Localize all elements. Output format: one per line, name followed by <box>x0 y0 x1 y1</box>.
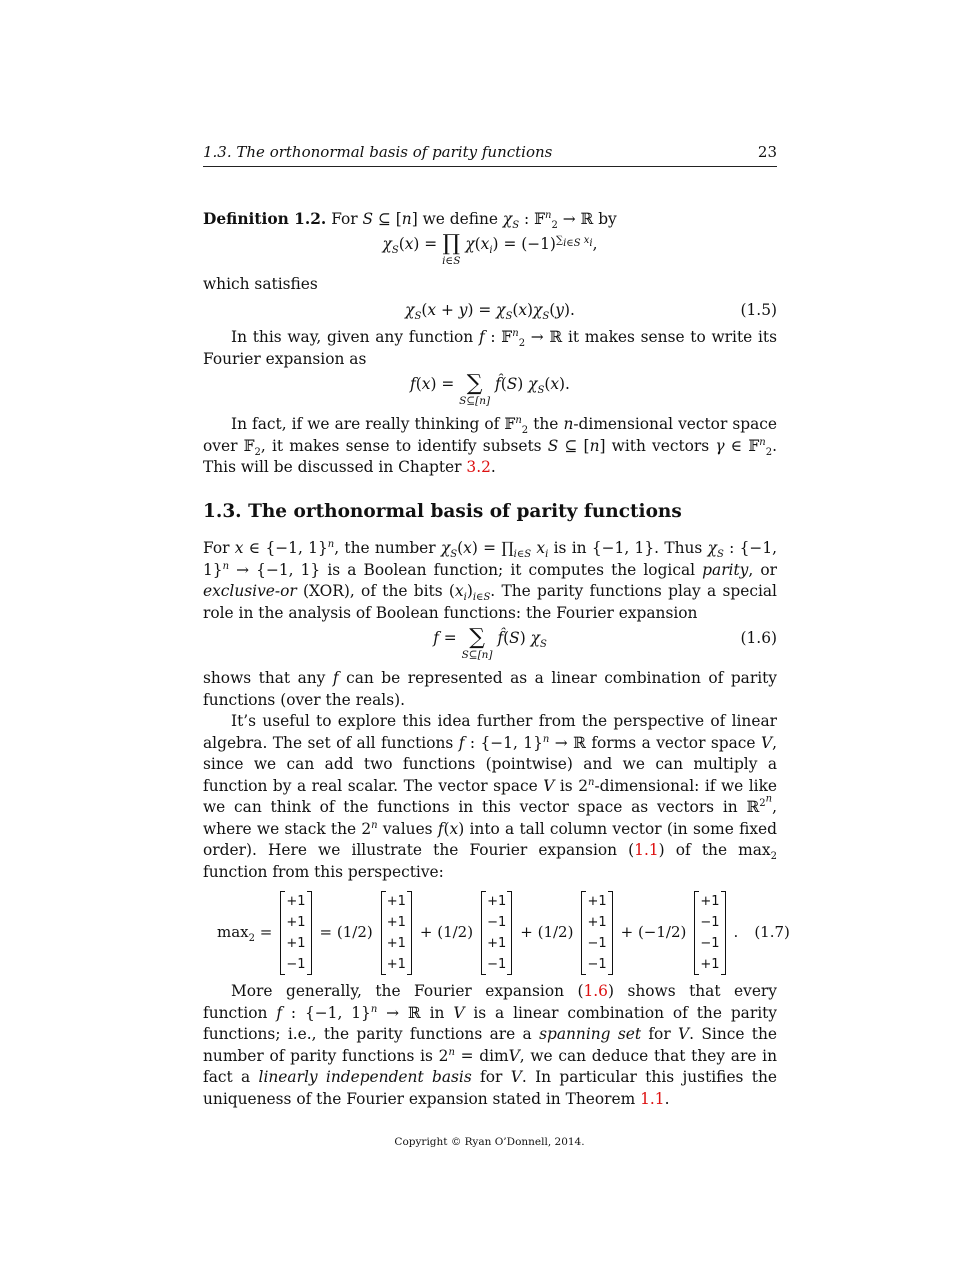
coef-3: + (1/2) <box>520 923 574 942</box>
parity-vector-4: +1 −1 −1 +1 <box>694 891 725 975</box>
paragraph-vector-space: In fact, if we are really thinking of 𝔽$^n_2$ the n-dimensional vector space over 𝔽$_2$, it makes sense to identify subsets S ⊆ [n] with vectors γ ∈ 𝔽$^n_2$. This will be discussed in Chapter 3.2. <box>203 414 777 476</box>
definition-intro: For S ⊆ [n] we define $\chi_S$ : 𝔽$^n_2$ → ℝ by <box>331 209 617 231</box>
paragraph-fourier-intro: In this way, given any function f : 𝔽$^n_2$ → ℝ it makes sense to write its Fourier expansion as <box>203 327 777 368</box>
paragraph-linear-combination: shows that any f can be represented as a linear combination of parity functions (over the reals). <box>203 669 777 709</box>
chapter-link[interactable]: 3.2 <box>466 458 491 476</box>
equation-number-1-6: (1.6) <box>740 629 777 647</box>
page-body <box>203 142 790 1110</box>
coef-2: + (1/2) <box>419 923 474 942</box>
section-title: 1.3. The orthonormal basis of parity functions <box>203 500 682 522</box>
definition-1-2 <box>203 209 777 231</box>
fourier-expansion-equation: f(x) = ∑ S⊆[n] f̂(S) $\chi_S(x)$. <box>410 371 570 407</box>
copyright-footer: Copyright © Ryan O’Donnell, 2014. <box>394 1136 585 1148</box>
max2-label: $\max_2$ = <box>217 923 273 945</box>
theorem-link-1-1[interactable]: 1.1 <box>640 1089 665 1108</box>
definition-label: Definition 1.2. <box>203 209 327 228</box>
equation-1-5: $\chi_S(x + y) = \chi_S(x)\chi_S(y)$. (1.5) <box>405 300 777 322</box>
paragraph-linear-algebra: It’s useful to explore this idea further from the perspective of linear algebra. The set of all functions f : {−1, 1}$^n$ → ℝ forms a vector space V, since we can add two functions (pointwise) and we can multiply a function by a real scalar. The vector space V is 2$^n$-dimensional: if we like we can think of the functions in this vector space as vectors in ℝ$^{2^n}$, where we stack the 2$^n$ values f(x) into a tall column vector (in some fixed order). Here we illustrate the Fourier expansion (1.1) of the $\max_2$ function from this perspective: <box>203 712 778 881</box>
coef-1: = (1/2) <box>319 923 373 942</box>
running-head <box>203 142 777 167</box>
definition-display-equation: $\chi_S(x)$ = ∏ i∈S $\chi(x_i) = (-1)^{\sum_{i\in S} x_i}$, <box>382 231 598 267</box>
page-number: 23 <box>757 143 777 161</box>
paragraph-parity: For x ∈ {−1, 1}$^n$, the number $\chi_S(x)$ = $\prod_{i\in S}$ $x_i$ is in {−1, 1}. Thus $\chi_S$ : {−1, 1}$^n$ → {−1, 1} is a Boolean function; it computes the logical parity, or exclusive-or (XOR), of the bits $(x_i)_{i\in S}$. The parity functions play a special role in the analysis of Boolean functions: the Fourier expansion <box>203 538 777 622</box>
coef-4: + (−1/2) <box>620 923 687 942</box>
equation-1-7: $\max_2$ = +1 +1 +1 −1 = (1/2) +1 +1 +1 +1 + (1/2) +1 −1 +1 −1 + (1/2) +1 +1 −1 −1 + (−1/2) +1 −1 −1 +1 . (1.7) <box>215 891 777 975</box>
running-title: 1.3. The orthonormal basis of parity functions <box>203 143 553 161</box>
parity-vector-2: +1 −1 +1 −1 <box>481 891 512 975</box>
which-satisfies: which satisfies <box>203 275 318 293</box>
equation-link-1-1[interactable]: 1.1 <box>634 841 659 859</box>
equation-number-1-5: (1.5) <box>740 300 777 319</box>
parity-vector-3: +1 +1 −1 −1 <box>581 891 612 975</box>
equation-link-1-6[interactable]: 1.6 <box>583 982 608 1000</box>
equation-1-6: f = ∑ S⊆[n] f̂(S) $\chi_S$ (1.6) <box>433 625 777 661</box>
paragraph-spanning-set: More generally, the Fourier expansion (1.6) shows that every function f : {−1, 1}$^n$ → ℝ in V is a linear combination of the parity functions; i.e., the parity functions are a spanning set for V. Since the number of parity functions is $2^n$ = dimV, we can deduce that they are in fact a linearly independent basis for V. In particular this justifies the uniqueness of the Fourier expansion stated in Theorem 1.1. <box>203 982 778 1108</box>
equation-number-1-7: (1.7) <box>754 923 790 942</box>
parity-vector-1: +1 +1 +1 +1 <box>381 891 412 975</box>
max2-vector: +1 +1 +1 −1 <box>280 891 311 975</box>
